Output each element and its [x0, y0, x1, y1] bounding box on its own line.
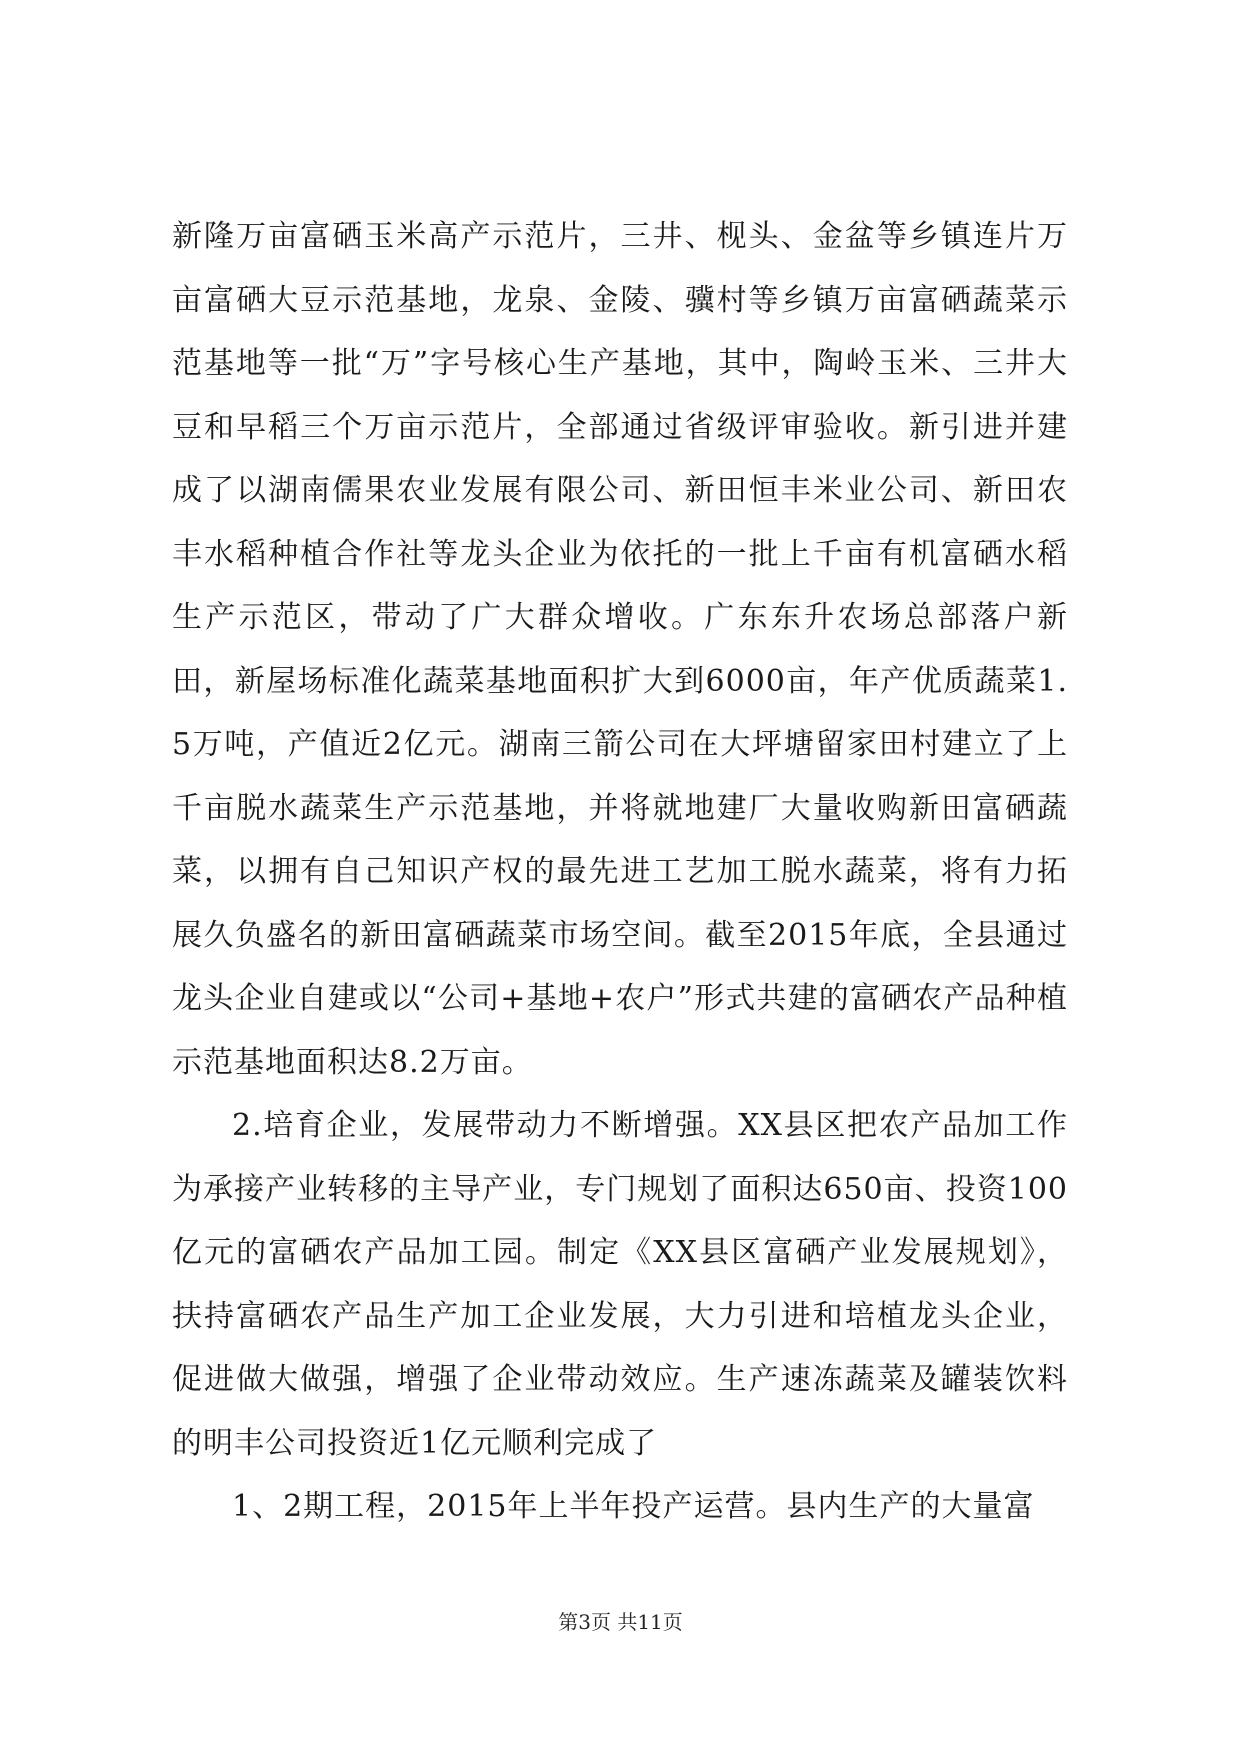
- page-number-footer: 第3页 共11页: [558, 1610, 683, 1634]
- paragraph-phase-project: 1、2期工程，2015年上半年投产运营。县内生产的大量富: [232, 1489, 1035, 1524]
- paragraph-base-list: 新隆万亩富硒玉米高产示范片，三井、枧头、金盆等乡镇连片万亩富硒大豆示范基地，龙泉、金陵、骥村等乡镇万亩富硒蔬菜示范基地等一批“万”字号核心生产基地，其中，陶岭玉米、三井大豆和早稻三个万亩示范片，全部通过省级评审验收。新引进并建成了以湖南儒果农业发展有限公司、新田恒丰米业公司、新田农丰水稻种植合作社等龙头企业为依托的一批上千亩有机富硒水稻生产示范区，带动了广大群众增收。广东东升农场总部落户新田，新屋场标准化蔬菜基地面积扩大到6000亩，年产优质蔬菜1.5万吨，产值近2亿元。湖南三箭公司在大坪塘留家田村建立了上千亩脱水蔬菜生产示范基地，并将就地建厂大量收购新田富硒蔬菜，以拥有自己知识产权的最先进工艺加工脱水蔬菜，将有力拓展久负盛名的新田富硒蔬菜市场空间。截至2015年底，全县通过龙头企业自建或以“公司+基地+农户”形式共建的富硒农产品种植示范基地面积达8.2万亩。: [172, 219, 1068, 1080]
- paragraph-cultivate-enterprises: 2.培育企业，发展带动力不断增强。XX县区把农产品加工作为承接产业转移的主导产业，专门规划了面积达650亩、投资100亿元的富硒农产品加工园。制定《XX县区富硒产业发展规划》，扶持富硒农产品生产加工企业发展，大力引进和培植龙头企业，促进做大做强，增强了企业带动效应。生产速冻蔬菜及罐装饮料的明丰公司投资近1亿元顺利完成了: [172, 1108, 1068, 1461]
- document-body: [172, 205, 1068, 1539]
